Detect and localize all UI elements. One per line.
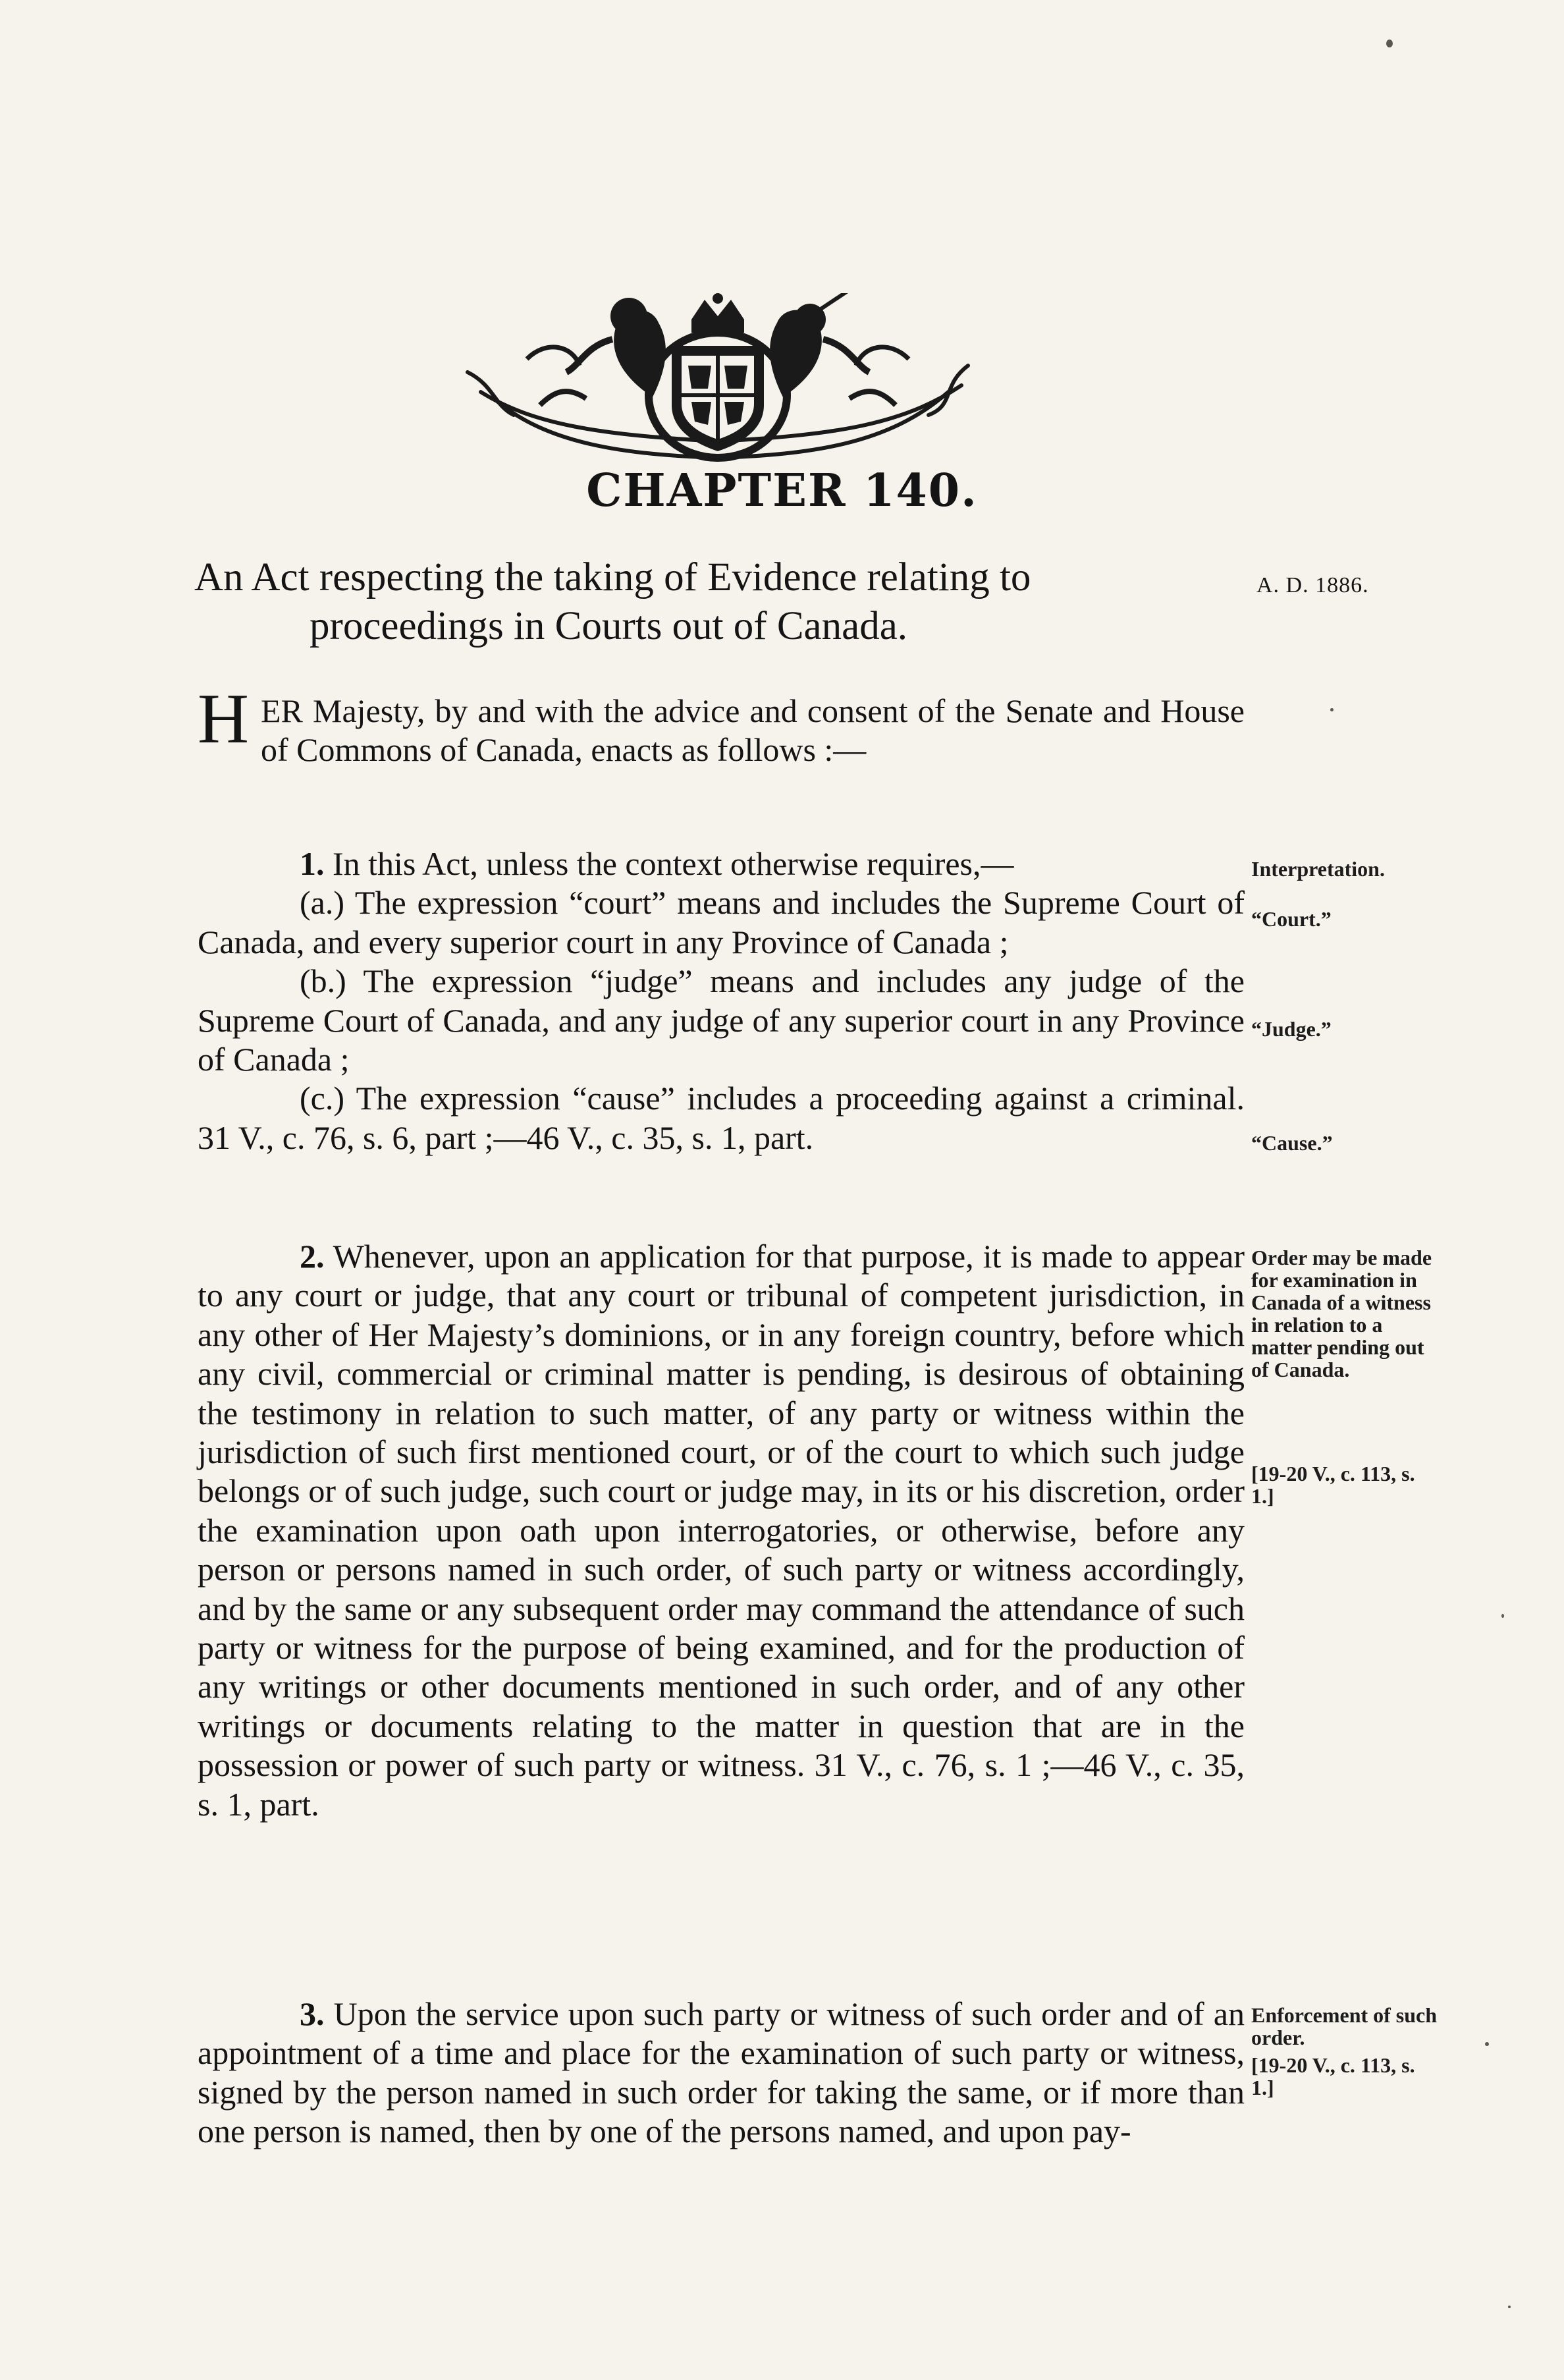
- section-1-clause-b: (b.) The expression “judge” means and includes any judge of the Supreme Court of Canada, and any judge of any superior court in any Province of Canada ;: [198, 962, 1245, 1078]
- preamble: [198, 680, 1245, 770]
- scan-speck: [1386, 40, 1393, 47]
- section-1-clause-a: (a.) The expression “court” means and includes the Supreme Court of Canada, and every superior court in any Province of Canada ;: [198, 884, 1245, 960]
- section-1-intro: [198, 844, 1245, 883]
- margin-note-judge: “Judge.”: [1251, 1017, 1332, 1041]
- section-3-body: Upon the service upon such party or witness of such order and of an appointment of a time and place for the examination of such party or witness, signed by the person named in such order for taking the same, or if more than one person is named, then by one of the persons named, and upon pay-: [198, 1995, 1245, 2150]
- section-1: [198, 844, 1245, 1157]
- margin-note-interpretation: Interpretation.: [1251, 857, 1385, 881]
- margin-note-enforcement-ref: [19-20 V., c. 113, s. 1.]: [1251, 2053, 1415, 2099]
- section-1-intro-text: In this Act, unless the context otherwise requires,—: [333, 845, 1014, 882]
- margin-note-order-ref: [19-20 V., c. 113, s. 1.]: [1251, 1462, 1415, 1508]
- chapter-title: CHAPTER 140.: [586, 464, 978, 517]
- section-1-number: 1.: [300, 845, 325, 882]
- royal-coat-of-arms-icon: [454, 293, 981, 471]
- section-3-number: 3.: [300, 1995, 325, 2032]
- section-2-body: Whenever, upon an application for that purpose, it is made to appear to any court or judge, that any court or tribunal of competent jurisdiction, in any other of Her Majesty’s dominions, or in any foreign country, before which any civil, commercial or criminal matter is pending, is desirous of obtaining the testimony in relation to such matter, of any party or witness within the jurisdiction of such first mentioned court, or of the court to which such judge belongs or of such judge, such court or judge may, in its or his discretion, order the examination upon oath upon interrogatories, or otherwise, before any person or persons named in such order, of such party or witness accordingly, and by the same or any subsequent order may command the attendance of such party or witness for the purpose of being examined, and for the production of any writings or other documents mentioned in such order, and of any other writings or documents relating to the matter in question that are in the possession or power of such party or witness. 31 V., c. 76, s. 1 ;—46 V., c. 35, s. 1, part.: [198, 1238, 1245, 1823]
- margin-note-order: Order may be made for examination in Canada of a witness in relation to a matter pending out of Canada.: [1251, 1246, 1432, 1381]
- scan-speck: [1485, 2042, 1489, 2046]
- section-1-clause-c: (c.) The expression “cause” includes a proceeding against a criminal. 31 V., c. 76, s. 6, part ;—46 V., c. 35, s. 1, part.: [198, 1080, 1245, 1156]
- section-3-text: [198, 1995, 1245, 2151]
- scan-speck: [1501, 1614, 1504, 1618]
- preamble-text: ER Majesty, by and with the advice and consent of the Senate and House of Commons of Canada, enacts as follows :—: [261, 692, 1245, 769]
- margin-note-cause: “Cause.”: [1251, 1131, 1333, 1155]
- margin-note-enforcement: Enforcement of such order.: [1251, 2003, 1438, 2049]
- act-title: [194, 553, 1248, 651]
- act-title-line1: An Act respecting the taking of Evidence relating to: [194, 555, 1031, 599]
- section-3: [198, 1995, 1245, 2151]
- year-note: A. D. 1886.: [1256, 573, 1369, 597]
- section-2-number: 2.: [300, 1238, 325, 1275]
- section-2-text: [198, 1237, 1245, 1824]
- dropcap: H: [198, 680, 249, 758]
- section-2: [198, 1237, 1245, 1824]
- scan-speck: [1330, 708, 1334, 711]
- margin-note-court: “Court.”: [1251, 907, 1332, 931]
- scan-speck: [1508, 2306, 1511, 2308]
- act-title-line2: proceedings in Courts out of Canada.: [310, 604, 908, 648]
